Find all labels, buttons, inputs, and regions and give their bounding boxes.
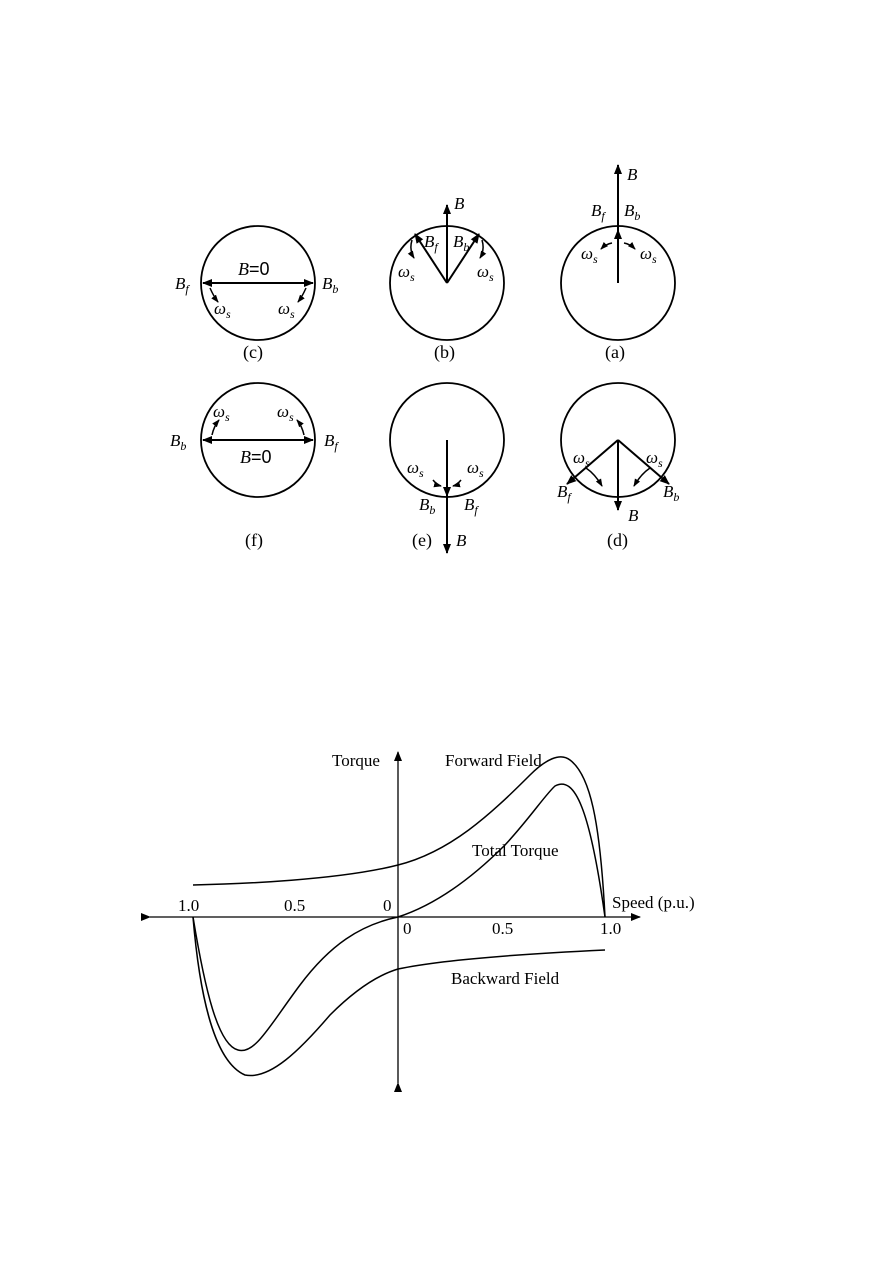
bf-label: $B_f$ [557, 482, 571, 504]
tick-label-top: 1.0 [178, 896, 200, 915]
omega-arrow-left [601, 243, 612, 249]
resultant-label: B [628, 506, 639, 525]
omega-label-left: $\omega_s$ [213, 402, 230, 424]
forward-field-label: Forward Field [445, 751, 542, 770]
resultant-label: B [454, 194, 465, 213]
x-axis-label: Speed (p.u.) [612, 893, 695, 912]
phasor-panel-b [390, 194, 504, 363]
panel-caption: (f) [245, 530, 263, 550]
omega-arrow-right [298, 288, 306, 302]
omega-label-right: $\omega_s$ [278, 299, 295, 321]
bb-label: $B_b$ [453, 232, 470, 254]
panel-caption: (e) [412, 530, 432, 550]
panel-caption: (b) [434, 342, 455, 362]
omega-arrow-left [212, 420, 219, 435]
omega-arrow-right [634, 468, 650, 486]
panel-caption: (d) [607, 530, 628, 550]
omega-arrow-right [453, 480, 461, 486]
phasor-panel-f [170, 383, 339, 551]
omega-label-left: $\omega_s$ [581, 244, 598, 266]
forward-field-curve [193, 757, 605, 917]
omega-label-right: $\omega_s$ [640, 244, 657, 266]
bf-label: $B_f$ [324, 431, 338, 453]
total-torque-label: Total Torque [472, 841, 559, 860]
bb-label: $B_b$ [419, 495, 436, 517]
bb-label: $B_b$ [624, 201, 641, 223]
bb-label: $B_b$ [170, 431, 187, 453]
omega-label-right: $\omega_s$ [277, 402, 294, 424]
resultant-label: B [627, 165, 638, 184]
omega-arrow-right [480, 240, 483, 258]
torque-speed-chart [150, 751, 695, 1083]
resultant-label: B=0 [238, 259, 270, 279]
omega-label-right: $\omega_s$ [646, 448, 663, 470]
omega-arrow-right [624, 243, 635, 249]
tick-label-top: 0.5 [284, 896, 306, 915]
bf-label: $B_f$ [424, 232, 438, 254]
panel-caption: (c) [243, 342, 263, 362]
omega-arrow-left [411, 240, 414, 258]
bf-label: $B_f$ [464, 495, 478, 517]
omega-arrow-left [433, 480, 441, 486]
omega-label-left: $\omega_s$ [573, 448, 590, 470]
phasor-panel-e [390, 383, 504, 553]
backward-field-label: Backward Field [451, 969, 560, 988]
phasor-panel-d [557, 383, 679, 551]
bb-label: $B_b$ [322, 274, 339, 296]
bb-label: $B_b$ [663, 482, 680, 504]
omega-arrow-right [297, 420, 304, 435]
tick-label-bottom: 1.0 [600, 919, 622, 938]
phasor-panel-a [561, 165, 675, 363]
omega-label-left: $\omega_s$ [214, 299, 231, 321]
omega-label-left: $\omega_s$ [398, 262, 415, 284]
omega-label-right: $\omega_s$ [477, 262, 494, 284]
resultant-label: B=0 [240, 447, 272, 467]
resultant-label: B [456, 531, 467, 550]
tick-label-bottom: 0.5 [492, 919, 514, 938]
omega-label-right: $\omega_s$ [467, 458, 484, 480]
bf-label: $B_f$ [175, 274, 189, 296]
y-axis-label: Torque [332, 751, 380, 770]
panel-caption: (a) [605, 342, 625, 362]
tick-label-top: 0 [383, 896, 392, 915]
tick-label-bottom: 0 [403, 919, 412, 938]
omega-label-left: $\omega_s$ [407, 458, 424, 480]
bf-label: $B_f$ [591, 201, 605, 223]
omega-arrow-left [586, 468, 602, 486]
backward-field-curve [193, 917, 605, 1076]
phasor-panel-c [175, 226, 338, 363]
